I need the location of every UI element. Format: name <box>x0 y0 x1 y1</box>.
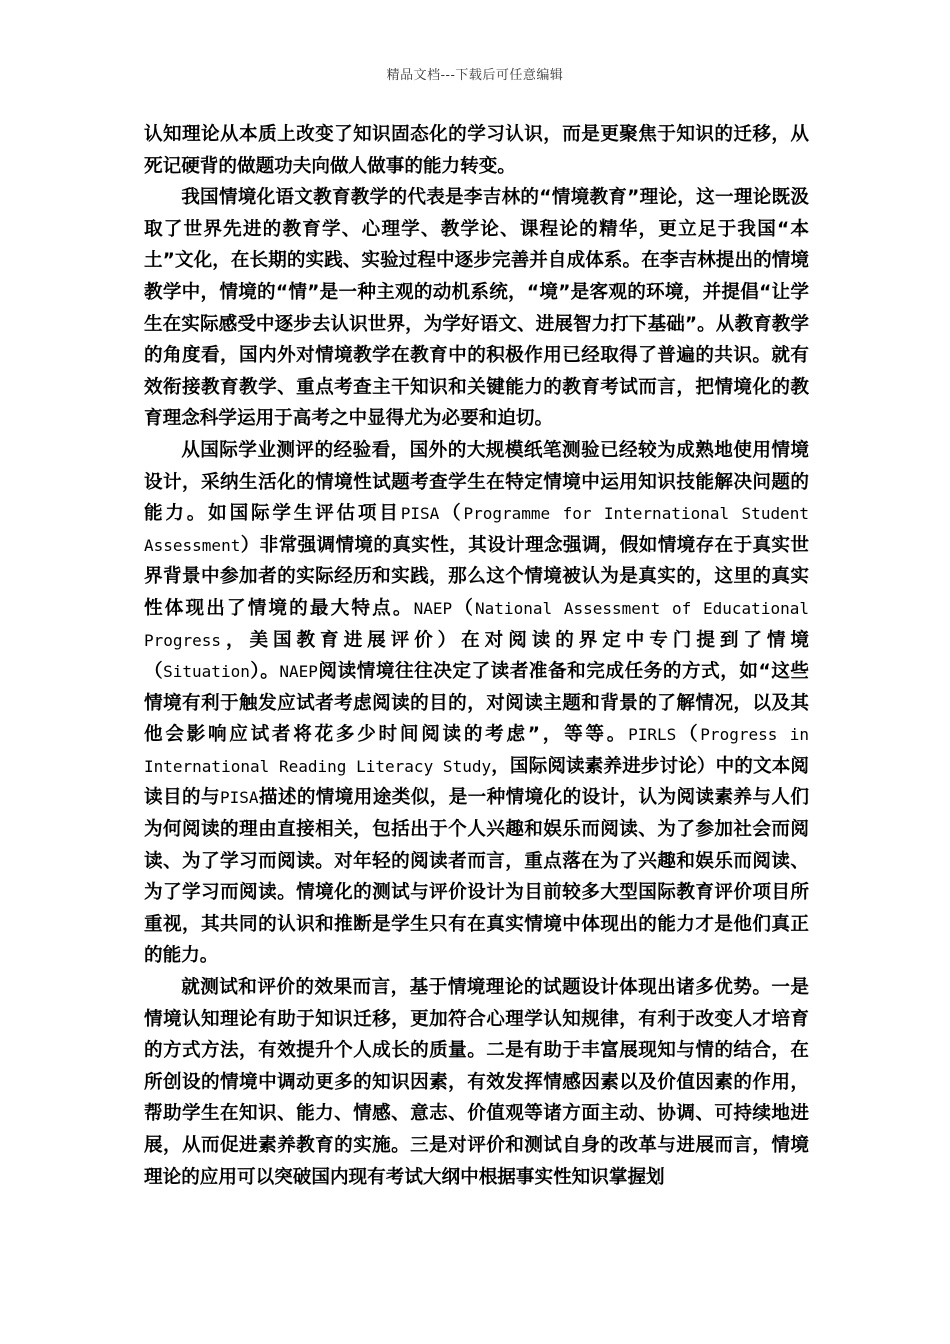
page-header: 精品文档---下载后可任意编辑 <box>386 68 564 83</box>
paragraph: 我国情境化语文教育教学的代表是李吉林的“情境教育”理论，这一理论既汲取了世界先进的教育学、心理学、教学论、课程论的精华，更立足于我国“本土”文化，在长期的实践、实验过程中逐步完善并自成体系。在李吉林提出的情境教学中，情境的“情”是一种主观的动机系统，“境”是客观的环境，并提倡“让学生在实际感受中逐步去认识世界，为学好语文、进展智力打下基础”。从教育教学的角度看，国内外对情境教学在教育中的积极作用已经取得了普遍的共识。就有效衔接教育教学、重点考查主干知识和关键能力的教育考试而言，把情境化的教育理念科学运用于高考之中显得尤为必要和迫切。 <box>144 187 809 430</box>
document-body <box>144 119 809 1193</box>
paragraph: 就测试和评价的效果而言，基于情境理论的试题设计体现出诸多优势。一是情境认知理论有助于知识迁移，更加符合心理学认知规律，有利于改变人才培育的方式方法，有效提升个人成长的质量。二是有助于丰富展现知与情的结合，在所创设的情境中调动更多的知识因素，有效发挥情感因素以及价值因素的作用，帮助学生在知识、能力、情感、意志、价值观等诸方面主动、协调、可持续地进展，从而促进素养教育的实施。三是对评价和测试自身的改革与进展而言，情境理论的应用可以突破国内现有考试大纲中根据事实性知识掌握划 <box>144 977 809 1188</box>
paragraph: 从国际学业测评的经验看，国外的大规模纸笔测验已经较为成熟地使用情境设计，采纳生活化的情境性试题考查学生在特定情境中运用知识技能解决问题的能力。如国际学生评估项目PISA（Programme for International Student Assessment）非常强调情境的真实性，其设计理念强调，假如情境存在于真实世界背景中参加者的实际经历和实践，那么这个情境被认为是真实的，这里的真实性体现出了情境的最大特点。NAEP（National Assessment of Educational Progress，美国教育进展评价）在对阅读的界定中专门提到了情境（Situation）。NAEP阅读情境往往决定了读者准备和完成任务的方式，如“这些情境有利于触发应试者考虑阅读的目的，对阅读主题和背景的了解情况，以及其他会影响应试者将花多少时间阅读的考虑”，等等。PIRLS（Progress in International Reading Literacy Study，国际阅读素养进步讨论）中的文本阅读目的与PISA描述的情境用途类似，是一种情境化的设计，认为阅读素养与人们为何阅读的理由直接相关，包括出于个人兴趣和娱乐而阅读、为了参加社会而阅读、为了学习而阅读。对年轻的阅读者而言，重点落在为了兴趣和娱乐而阅读、为了学习而阅读。情境化的测试与评价设计为目前较多大型国际教育评价项目所重视，其共同的认识和推断是学生只有在真实情境中体现出的能力才是他们真正的能力。 <box>144 439 809 967</box>
paragraph: 认知理论从本质上改变了知识固态化的学习认识，而是更聚焦于知识的迁移，从死记硬背的做题功夫向做人做事的能力转变。 <box>144 124 809 177</box>
